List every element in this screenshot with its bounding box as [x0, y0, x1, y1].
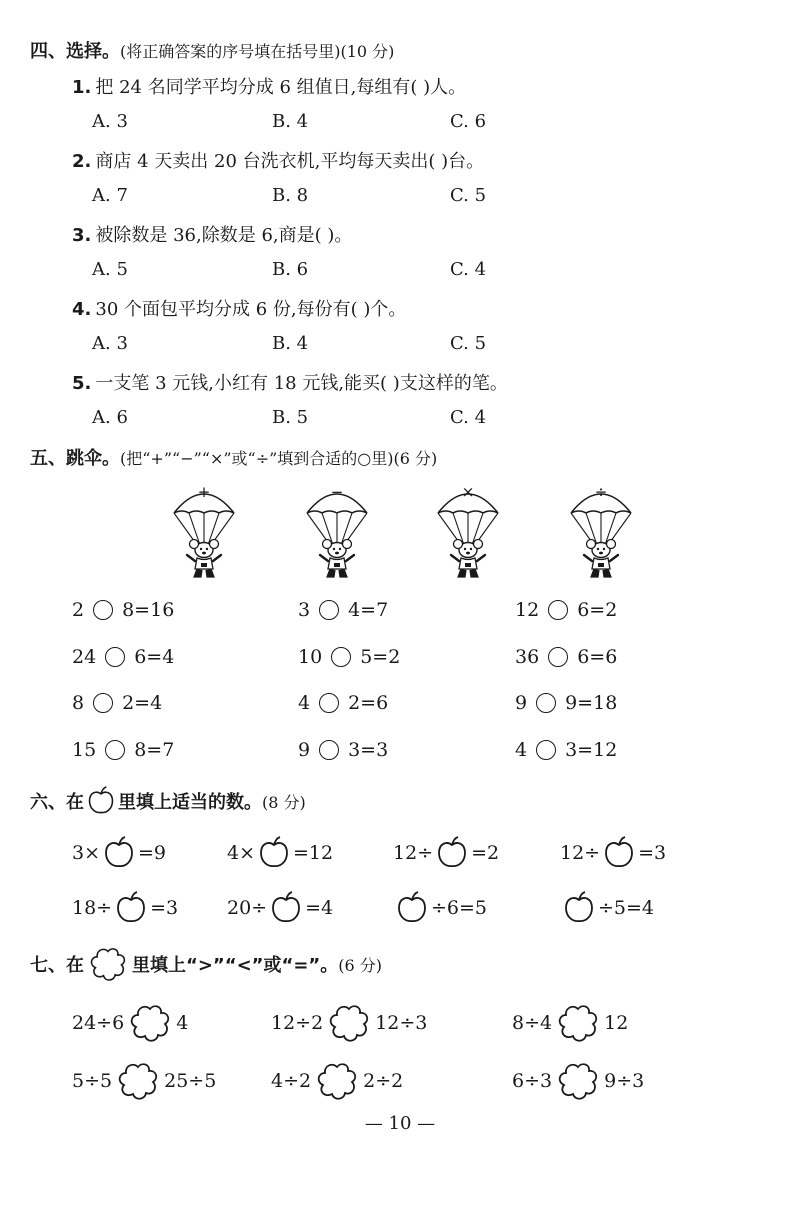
apple-equation: [227, 836, 333, 870]
flower-comparison: [271, 1061, 403, 1101]
expr-right: 12: [604, 1012, 629, 1034]
parachute-sign: ×: [461, 483, 475, 501]
question-2: [72, 147, 484, 173]
operand-left: 2: [72, 599, 85, 621]
question-number: 1.: [72, 77, 92, 98]
flower-icon: [128, 1003, 172, 1043]
question-text: 商店 4 天卖出 20 台洗衣机,平均每天卖出( )台。: [95, 151, 485, 172]
operand-left: 9: [298, 739, 311, 761]
flower-blank[interactable]: [552, 1061, 604, 1101]
equation: [72, 692, 162, 714]
apple-icon: [562, 891, 596, 925]
flower-blank[interactable]: [112, 1061, 164, 1101]
apple-blank[interactable]: [433, 836, 471, 870]
operator-circle[interactable]: [548, 600, 568, 620]
option-b[interactable]: B. 4: [272, 111, 309, 132]
operand-right: 4=7: [348, 599, 389, 621]
section-7-note: (6 分): [338, 955, 382, 975]
option-a[interactable]: A. 3: [92, 333, 128, 354]
expr-left: 8÷4: [512, 1012, 553, 1034]
apple-icon: [102, 836, 136, 870]
section-7-title-pre: 七、在: [30, 955, 84, 976]
flower-icon: [556, 1003, 600, 1043]
option-b[interactable]: B. 5: [272, 407, 309, 428]
flower-blank[interactable]: [323, 1003, 375, 1043]
expr-right: ÷5=4: [598, 897, 655, 919]
option-a[interactable]: A. 3: [92, 111, 128, 132]
question-number: 5.: [72, 373, 92, 394]
operator-circle[interactable]: [319, 740, 339, 760]
operator-circle[interactable]: [319, 693, 339, 713]
expr-right: =9: [138, 842, 167, 864]
section-5-note: (把“+”“−”“×”或“÷”填到合适的○里)(6 分): [120, 449, 438, 468]
operand-left: 15: [72, 739, 97, 761]
parachute-sign: −: [330, 483, 344, 501]
expr-right: =12: [293, 842, 334, 864]
operator-circle[interactable]: [93, 693, 113, 713]
option-c[interactable]: C. 4: [450, 407, 487, 428]
option-a[interactable]: A. 6: [92, 407, 128, 428]
section-6-title-post: 里填上适当的数。: [118, 792, 262, 813]
apple-blank[interactable]: [100, 836, 138, 870]
flower-comparison: [72, 1061, 216, 1101]
question-text: 把 24 名同学平均分成 6 组值日,每组有( )人。: [95, 77, 467, 98]
apple-icon: [86, 786, 116, 816]
question-4: [72, 295, 406, 321]
operand-left: 9: [515, 692, 528, 714]
option-c[interactable]: C. 5: [450, 185, 487, 206]
apple-icon: [257, 836, 291, 870]
operand-right: 3=12: [565, 739, 618, 761]
expr-right: =3: [638, 842, 667, 864]
apple-icon: [395, 891, 429, 925]
expr-left: 20÷: [227, 897, 268, 919]
equation: [515, 646, 617, 668]
parachute-sign: ÷: [594, 483, 608, 501]
operator-circle[interactable]: [105, 647, 125, 667]
operand-left: 10: [298, 646, 323, 668]
operand-right: 6=6: [577, 646, 618, 668]
apple-blank[interactable]: [255, 836, 293, 870]
operand-right: 5=2: [360, 646, 401, 668]
apple-icon: [602, 836, 636, 870]
apple-blank[interactable]: [112, 891, 150, 925]
operand-left: 8: [72, 692, 85, 714]
option-b[interactable]: B. 4: [272, 333, 309, 354]
expr-left: 4×: [227, 842, 256, 864]
section-6-title-pre: 六、在: [30, 792, 84, 813]
expr-left: 5÷5: [72, 1070, 113, 1092]
operand-left: 4: [298, 692, 311, 714]
expr-right: 2÷2: [363, 1070, 404, 1092]
equation: [298, 739, 388, 761]
section-7-heading: [30, 946, 382, 982]
apple-blank[interactable]: [560, 891, 598, 925]
flower-comparison: [512, 1003, 628, 1043]
section-4-heading: [30, 37, 394, 63]
operand-right: 8=16: [122, 599, 175, 621]
operator-circle[interactable]: [548, 647, 568, 667]
operator-circle[interactable]: [319, 600, 339, 620]
operand-left: 4: [515, 739, 528, 761]
equation: [298, 692, 388, 714]
expr-left: 12÷: [560, 842, 601, 864]
apple-icon: [269, 891, 303, 925]
question-text: 被除数是 36,除数是 6,商是( )。: [95, 225, 353, 246]
apple-icon: [114, 891, 148, 925]
flower-blank[interactable]: [552, 1003, 604, 1043]
option-c[interactable]: C. 6: [450, 111, 487, 132]
operand-left: 3: [298, 599, 311, 621]
expr-left: 6÷3: [512, 1070, 553, 1092]
expr-left: 24÷6: [72, 1012, 125, 1034]
flower-comparison: [271, 1003, 427, 1043]
parachute-bear-2: [303, 483, 371, 583]
section-6-heading: [30, 786, 306, 816]
equation: [298, 646, 400, 668]
question-number: 3.: [72, 225, 92, 246]
question-text: 30 个面包平均分成 6 份,每份有( )个。: [95, 299, 407, 320]
option-a[interactable]: A. 7: [92, 185, 128, 206]
equation: [515, 599, 617, 621]
apple-equation: [393, 836, 499, 870]
flower-blank[interactable]: [124, 1003, 176, 1043]
operand-right: 6=2: [577, 599, 618, 621]
flower-icon: [116, 1061, 160, 1101]
operator-circle[interactable]: [536, 740, 556, 760]
operator-circle[interactable]: [93, 600, 113, 620]
operand-left: 24: [72, 646, 97, 668]
parachute-bear-1: [170, 483, 238, 583]
section-4-title: 四、选择。: [30, 41, 120, 62]
operand-right: 2=6: [348, 692, 389, 714]
equation: [72, 599, 174, 621]
apple-equation: [72, 836, 166, 870]
apple-blank[interactable]: [393, 891, 431, 925]
section-5-title: 五、跳伞。: [30, 448, 120, 469]
parachute-bear-4: [567, 483, 635, 583]
operand-left: 12: [515, 599, 540, 621]
operand-right: 3=3: [348, 739, 389, 761]
expr-left: 3×: [72, 842, 101, 864]
expr-right: 25÷5: [164, 1070, 217, 1092]
flower-icon: [556, 1061, 600, 1101]
apple-blank[interactable]: [600, 836, 638, 870]
parachute-bear-3: [434, 483, 502, 583]
question-number: 2.: [72, 151, 92, 172]
expr-left: 4÷2: [271, 1070, 312, 1092]
question-number: 4.: [72, 299, 92, 320]
equation: [515, 692, 617, 714]
expr-left: 18÷: [72, 897, 113, 919]
flower-icon: [327, 1003, 371, 1043]
expr-left: 12÷: [393, 842, 434, 864]
operator-circle[interactable]: [105, 740, 125, 760]
operator-circle[interactable]: [331, 647, 351, 667]
page-number: — 10 —: [364, 1113, 436, 1134]
expr-left: 12÷2: [271, 1012, 324, 1034]
option-c[interactable]: C. 4: [450, 259, 487, 280]
section-4-note: (将正确答案的序号填在括号里)(10 分): [120, 42, 395, 61]
parachute-sign: +: [197, 483, 211, 501]
question-1: [72, 73, 466, 99]
operand-right: 8=7: [134, 739, 175, 761]
flower-blank[interactable]: [311, 1061, 363, 1101]
equation: [515, 739, 617, 761]
flower-comparison: [512, 1061, 644, 1101]
equation: [72, 739, 174, 761]
operand-right: 6=4: [134, 646, 175, 668]
question-text: 一支笔 3 元钱,小红有 18 元钱,能买( )支这样的笔。: [95, 373, 508, 394]
expr-right: 12÷3: [375, 1012, 428, 1034]
operand-left: 36: [515, 646, 540, 668]
option-b[interactable]: B. 6: [272, 259, 309, 280]
expr-right: 4: [176, 1012, 189, 1034]
apple-equation: [560, 891, 654, 925]
equation: [72, 646, 174, 668]
expr-right: 9÷3: [604, 1070, 645, 1092]
apple-blank[interactable]: [267, 891, 305, 925]
section-6-note: (8 分): [262, 792, 306, 812]
operand-right: 2=4: [122, 692, 163, 714]
flower-icon: [315, 1061, 359, 1101]
question-3: [72, 221, 352, 247]
flower-icon: [88, 946, 128, 982]
operator-circle[interactable]: [536, 693, 556, 713]
operand-right: 9=18: [565, 692, 618, 714]
section-5-heading: [30, 444, 437, 470]
apple-icon: [435, 836, 469, 870]
expr-right: =4: [305, 897, 334, 919]
apple-equation: [393, 891, 487, 925]
expr-right: =2: [471, 842, 500, 864]
expr-right: ÷6=5: [431, 897, 488, 919]
apple-equation: [227, 891, 333, 925]
apple-equation: [560, 836, 666, 870]
option-a[interactable]: A. 5: [92, 259, 128, 280]
apple-equation: [72, 891, 178, 925]
option-b[interactable]: B. 8: [272, 185, 309, 206]
section-7-title-post: 里填上“>”“<”或“=”。: [132, 955, 339, 976]
question-5: [72, 369, 508, 395]
equation: [298, 599, 388, 621]
option-c[interactable]: C. 5: [450, 333, 487, 354]
expr-right: =3: [150, 897, 179, 919]
flower-comparison: [72, 1003, 188, 1043]
